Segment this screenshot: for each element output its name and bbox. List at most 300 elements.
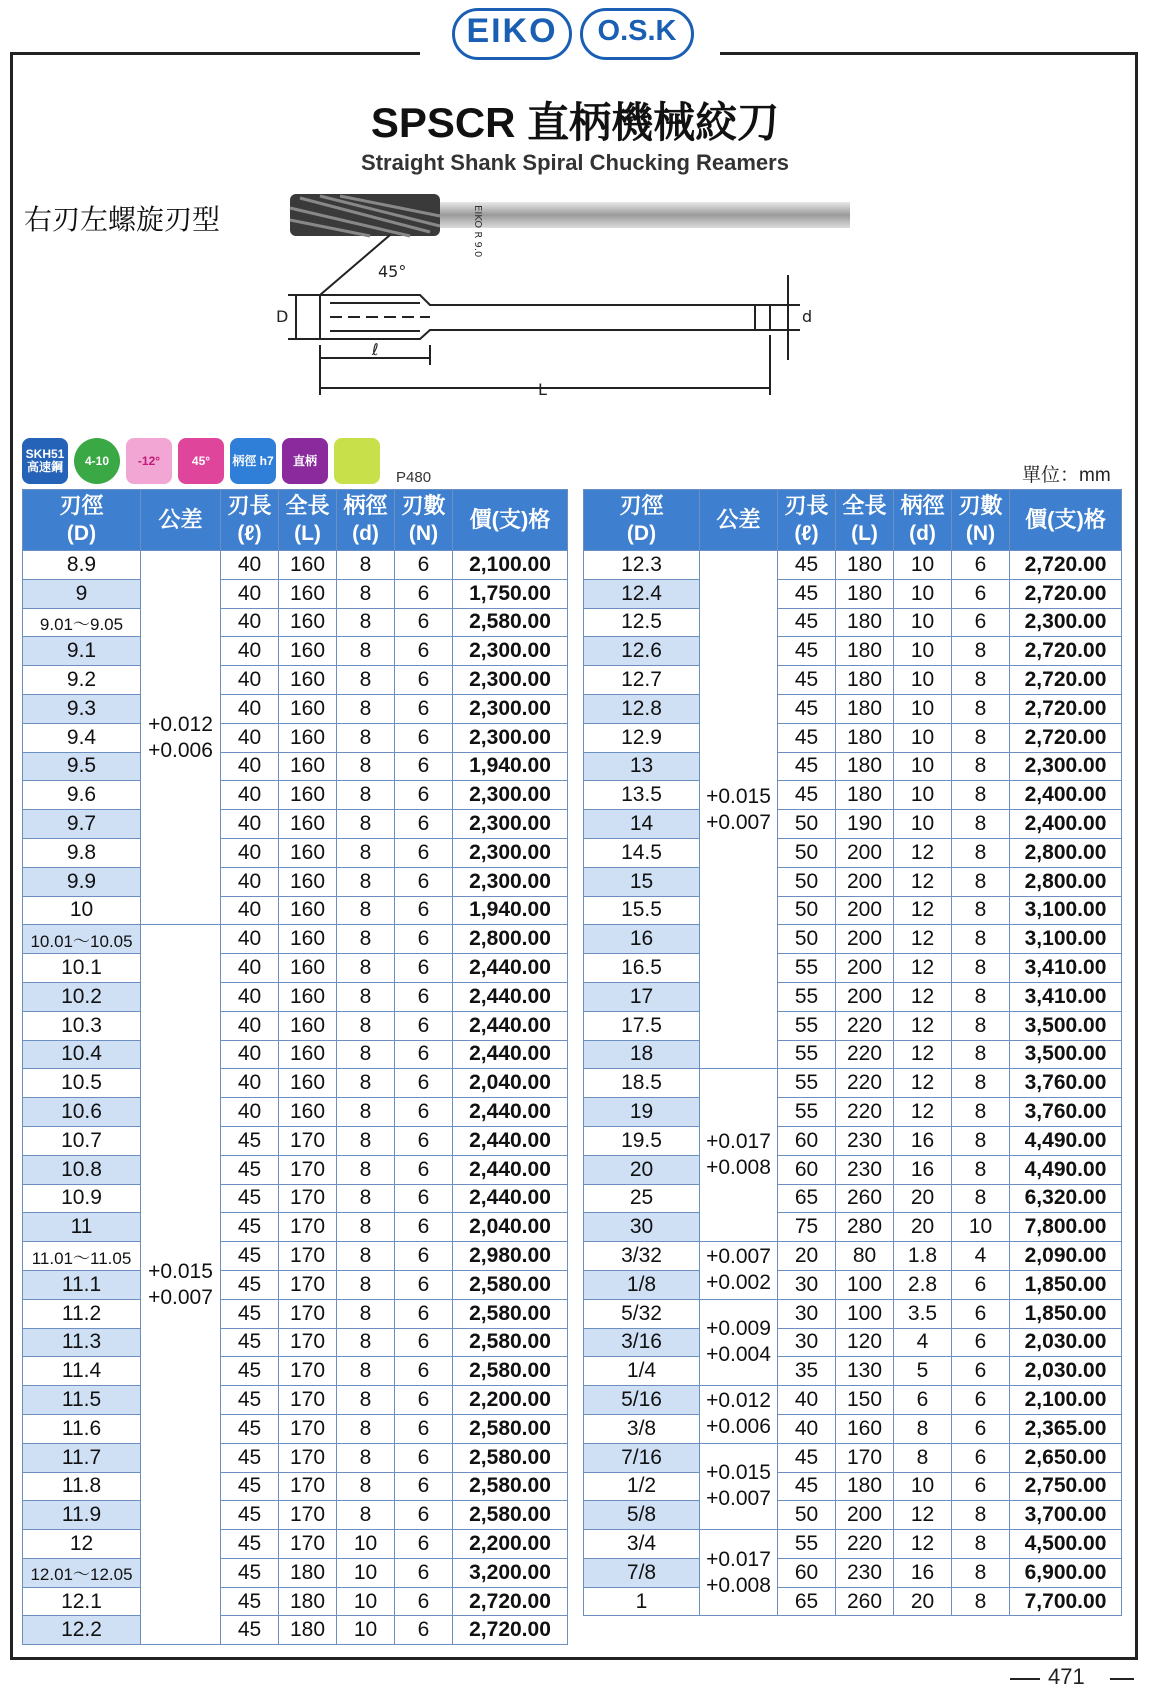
flute-count-cell: 4 — [952, 1242, 1010, 1271]
table-row — [23, 1587, 568, 1616]
flute-count-cell: 6 — [395, 925, 453, 954]
overall-length-cell: 200 — [836, 954, 894, 983]
diameter-cell: 10.6 — [23, 1098, 141, 1127]
flute-length-cell: 50 — [778, 838, 836, 867]
flute-count-cell: 6 — [395, 954, 453, 983]
overall-length-cell: 230 — [836, 1558, 894, 1587]
flute-count-cell: 6 — [395, 867, 453, 896]
flute-count-cell: 6 — [952, 1386, 1010, 1415]
overall-length-cell: 160 — [279, 982, 337, 1011]
shank-diameter-cell: 8 — [337, 666, 395, 695]
shank-diameter-cell: 10 — [337, 1587, 395, 1616]
flute-count-cell: 6 — [395, 723, 453, 752]
flute-length-cell: 40 — [221, 1098, 279, 1127]
table-row — [23, 694, 568, 723]
diameter-cell: 3/8 — [584, 1414, 700, 1443]
price-cell: 2,300.00 — [453, 781, 568, 810]
price-cell: 1,940.00 — [453, 896, 568, 925]
flute-length-cell: 20 — [778, 1242, 836, 1271]
flute-length-cell: 45 — [778, 1443, 836, 1472]
diameter-cell: 12.3 — [584, 551, 700, 580]
flute-length-cell: 50 — [778, 810, 836, 839]
page-number-rule-left — [1010, 1678, 1040, 1680]
price-cell: 2,720.00 — [453, 1616, 568, 1645]
table-row — [584, 1386, 1122, 1415]
shank-diameter-cell: 10 — [894, 810, 952, 839]
table-row — [584, 867, 1122, 896]
flute-count-cell: 6 — [952, 1270, 1010, 1299]
table-row — [23, 1414, 568, 1443]
table-row — [584, 637, 1122, 666]
photo-marking: EIKO R 9.0 — [472, 205, 483, 258]
overall-length-cell: 230 — [836, 1155, 894, 1184]
price-cell: 2,580.00 — [453, 1443, 568, 1472]
flute-count-cell: 6 — [395, 1357, 453, 1386]
flute-count-cell: 6 — [395, 1184, 453, 1213]
helix-minus12-icon: -12° — [126, 438, 172, 484]
diameter-cell: 14.5 — [584, 838, 700, 867]
shank-diameter-cell: 10 — [894, 694, 952, 723]
flute-length-cell: 60 — [778, 1558, 836, 1587]
price-cell: 2,720.00 — [1010, 666, 1122, 695]
table-row — [23, 1530, 568, 1559]
price-cell: 3,760.00 — [1010, 1098, 1122, 1127]
shank-diameter-cell: 10 — [894, 551, 952, 580]
tolerance-cell: +0.015 +0.007 — [700, 551, 778, 1069]
overall-length-cell: 170 — [836, 1443, 894, 1472]
price-cell: 4,490.00 — [1010, 1155, 1122, 1184]
table-row — [23, 1328, 568, 1357]
price-cell: 2,580.00 — [453, 608, 568, 637]
unit-label: 單位：mm — [1022, 465, 1111, 486]
diameter-cell: 15 — [584, 867, 700, 896]
shank-diameter-cell: 12 — [894, 867, 952, 896]
price-cell: 2,030.00 — [1010, 1357, 1122, 1386]
overall-length-cell: 170 — [279, 1443, 337, 1472]
flute-count-cell: 6 — [395, 896, 453, 925]
diameter-cell: 11.9 — [23, 1501, 141, 1530]
shank-diameter-cell: 8 — [894, 1414, 952, 1443]
flute-count-cell: 6 — [395, 1040, 453, 1069]
flute-count-cell: 6 — [952, 579, 1010, 608]
diameter-cell: 12.7 — [584, 666, 700, 695]
angle-label: 45° — [378, 262, 407, 281]
tolerance-cell: +0.017 +0.008 — [700, 1069, 778, 1242]
overall-length-cell: 220 — [836, 1040, 894, 1069]
table-row — [23, 896, 568, 925]
diameter-cell: 12.6 — [584, 637, 700, 666]
page-number-rule-right — [1110, 1678, 1134, 1680]
flute-count-cell: 8 — [952, 1040, 1010, 1069]
price-cell: 2,580.00 — [453, 1357, 568, 1386]
column-header — [952, 490, 1010, 551]
price-cell: 2,720.00 — [1010, 579, 1122, 608]
shank-diameter-cell: 12 — [894, 1040, 952, 1069]
shank-diameter-cell: 8 — [337, 694, 395, 723]
table-row — [584, 1011, 1122, 1040]
table-row — [584, 1328, 1122, 1357]
price-cell: 2,300.00 — [453, 723, 568, 752]
table-row — [584, 608, 1122, 637]
table-row — [23, 954, 568, 983]
flute-length-cell: 40 — [778, 1414, 836, 1443]
shank-diameter-cell: 10 — [894, 608, 952, 637]
shank-diameter-cell: 16 — [894, 1155, 952, 1184]
table-row — [23, 1155, 568, 1184]
flute-length-cell: 45 — [221, 1616, 279, 1645]
flute-length-cell: 50 — [778, 925, 836, 954]
column-header-label: 刃徑 — [59, 493, 104, 518]
flute-length-cell: 55 — [778, 1098, 836, 1127]
flute-count-cell: 6 — [395, 1011, 453, 1040]
shank-diameter-cell: 8 — [337, 810, 395, 839]
price-cell: 3,760.00 — [1010, 1069, 1122, 1098]
shank-diameter-cell: 10 — [337, 1558, 395, 1587]
shank-diameter-cell: 12 — [894, 1501, 952, 1530]
tolerance-cell: +0.012 +0.006 — [700, 1386, 778, 1444]
overall-length-cell: 180 — [836, 637, 894, 666]
column-header-label: 價(支)格 — [1025, 507, 1106, 532]
diameter-cell: 16 — [584, 925, 700, 954]
overall-length-cell: 160 — [279, 1011, 337, 1040]
overall-length-cell: 280 — [836, 1213, 894, 1242]
price-cell: 6,900.00 — [1010, 1558, 1122, 1587]
flute-length-cell: 40 — [221, 579, 279, 608]
diameter-cell: 11.3 — [23, 1328, 141, 1357]
shank-diameter-cell: 8 — [337, 1501, 395, 1530]
table-row — [584, 1558, 1122, 1587]
table-row — [584, 1530, 1122, 1559]
diameter-cell: 18 — [584, 1040, 700, 1069]
column-header-label: 全長 — [842, 493, 887, 518]
flute-count-cell: 8 — [952, 1530, 1010, 1559]
price-cell: 2,300.00 — [453, 694, 568, 723]
column-header-label: 刃長 — [784, 493, 829, 518]
flute-count-cell: 8 — [952, 1184, 1010, 1213]
overall-length-cell: 170 — [279, 1299, 337, 1328]
diameter-cell: 9.4 — [23, 723, 141, 752]
flute-length-cell: 50 — [778, 896, 836, 925]
diameter-cell: 16.5 — [584, 954, 700, 983]
shank-diameter-cell: 12 — [894, 1069, 952, 1098]
flute-count-cell: 8 — [952, 1501, 1010, 1530]
overall-length-cell: 160 — [279, 810, 337, 839]
flutes-4-10-icon: 4-10 — [74, 438, 120, 484]
overall-length-cell: 130 — [836, 1357, 894, 1386]
price-cell: 2,300.00 — [453, 838, 568, 867]
diameter-cell: 17.5 — [584, 1011, 700, 1040]
flute-length-cell: 50 — [778, 1501, 836, 1530]
flute-length-cell: 55 — [778, 1040, 836, 1069]
shank-diameter-cell: 20 — [894, 1184, 952, 1213]
table-row — [23, 925, 568, 954]
flute-length-cell: 45 — [221, 1472, 279, 1501]
tolerance-cell: +0.012 +0.006 — [141, 551, 221, 925]
diameter-cell: 10 — [23, 896, 141, 925]
shank-diameter-cell: 8 — [337, 637, 395, 666]
overall-length-cell: 160 — [279, 781, 337, 810]
flute-length-cell: 50 — [778, 867, 836, 896]
overall-length-cell: 180 — [836, 781, 894, 810]
flute-count-cell: 8 — [952, 637, 1010, 666]
flute-count-cell: 8 — [952, 896, 1010, 925]
diameter-cell: 19.5 — [584, 1126, 700, 1155]
column-header-sub: (d) — [909, 522, 936, 545]
diameter-cell: 5/16 — [584, 1386, 700, 1415]
flute-length-cell: 55 — [778, 1069, 836, 1098]
overall-length-cell: 200 — [836, 1501, 894, 1530]
price-cell: 1,750.00 — [453, 579, 568, 608]
table-row — [23, 1299, 568, 1328]
price-cell: 2,200.00 — [453, 1530, 568, 1559]
tolerance-cell: +0.017 +0.008 — [700, 1530, 778, 1616]
price-cell: 2,580.00 — [453, 1299, 568, 1328]
diameter-cell: 1/8 — [584, 1270, 700, 1299]
price-cell: 2,400.00 — [1010, 810, 1122, 839]
diameter-cell: 12 — [23, 1530, 141, 1559]
overall-length-cell: 180 — [279, 1587, 337, 1616]
flute-length-cell: 45 — [221, 1530, 279, 1559]
flute-count-cell: 6 — [395, 1098, 453, 1127]
price-cell: 2,580.00 — [453, 1472, 568, 1501]
overall-length-cell: 160 — [279, 637, 337, 666]
table-row — [584, 1069, 1122, 1098]
column-header — [221, 490, 279, 551]
flute-count-cell: 6 — [395, 752, 453, 781]
shank-diameter-cell: 12 — [894, 982, 952, 1011]
flute-length-cell: 45 — [221, 1184, 279, 1213]
flute-count-cell: 6 — [952, 1328, 1010, 1357]
flute-length-cell: 45 — [778, 608, 836, 637]
overall-length-cell: 220 — [836, 1011, 894, 1040]
flute-count-cell: 8 — [952, 1558, 1010, 1587]
column-header-sub: (N) — [965, 522, 996, 545]
price-cell: 3,410.00 — [1010, 982, 1122, 1011]
flute-count-cell: 8 — [952, 838, 1010, 867]
diameter-cell: 11.4 — [23, 1357, 141, 1386]
column-header — [836, 490, 894, 551]
shank-diameter-cell: 20 — [894, 1213, 952, 1242]
tolerance-cell: +0.015 +0.007 — [700, 1443, 778, 1529]
table-row — [584, 1270, 1122, 1299]
overall-length-cell: 180 — [836, 1472, 894, 1501]
overall-length-cell: 180 — [836, 694, 894, 723]
flute-count-cell: 6 — [395, 608, 453, 637]
price-cell: 2,800.00 — [1010, 838, 1122, 867]
price-cell: 2,300.00 — [453, 666, 568, 695]
diameter-cell: 1/2 — [584, 1472, 700, 1501]
dim-l-label: ℓ — [372, 340, 379, 359]
flute-length-cell: 45 — [221, 1587, 279, 1616]
table-row — [584, 1184, 1122, 1213]
shank-diameter-cell: 8 — [337, 1098, 395, 1127]
page-number: 471 — [1048, 1664, 1085, 1689]
price-cell: 1,850.00 — [1010, 1299, 1122, 1328]
flute-count-cell: 6 — [395, 1213, 453, 1242]
flute-count-cell: 6 — [395, 1616, 453, 1645]
price-cell: 7,700.00 — [1010, 1587, 1122, 1616]
flute-count-cell: 8 — [952, 925, 1010, 954]
flute-count-cell: 8 — [952, 867, 1010, 896]
price-table-left — [22, 489, 568, 1645]
overall-length-cell: 200 — [836, 838, 894, 867]
shank-diameter-cell: 8 — [337, 1299, 395, 1328]
price-cell: 2,440.00 — [453, 1155, 568, 1184]
cutting-type-label: 右刃左螺旋刃型 — [24, 204, 221, 235]
overall-length-cell: 190 — [836, 810, 894, 839]
column-header — [279, 490, 337, 551]
diameter-cell: 30 — [584, 1213, 700, 1242]
price-cell: 3,500.00 — [1010, 1040, 1122, 1069]
table-row — [23, 1242, 568, 1271]
overall-length-cell: 180 — [836, 666, 894, 695]
price-cell: 2,300.00 — [453, 867, 568, 896]
flute-count-cell: 8 — [952, 694, 1010, 723]
table-row — [584, 1098, 1122, 1127]
coolant-icon — [334, 438, 380, 484]
flute-length-cell: 45 — [221, 1299, 279, 1328]
diameter-cell: 5/32 — [584, 1299, 700, 1328]
diameter-cell: 10.8 — [23, 1155, 141, 1184]
diameter-cell: 10.7 — [23, 1126, 141, 1155]
shank-diameter-cell: 8 — [894, 1443, 952, 1472]
overall-length-cell: 170 — [279, 1270, 337, 1299]
flute-length-cell: 45 — [778, 666, 836, 695]
shank-diameter-cell: 8 — [337, 1242, 395, 1271]
price-cell: 2,200.00 — [453, 1386, 568, 1415]
flute-count-cell: 8 — [952, 752, 1010, 781]
shank-diameter-cell: 10 — [894, 723, 952, 752]
column-header-sub: (D) — [626, 522, 657, 545]
flute-count-cell: 6 — [395, 1558, 453, 1587]
overall-length-cell: 160 — [279, 723, 337, 752]
column-header-label: 刃數 — [958, 493, 1003, 518]
overall-length-cell: 160 — [279, 954, 337, 983]
diameter-cell: 3/32 — [584, 1242, 700, 1271]
table-row — [23, 1098, 568, 1127]
overall-length-cell: 260 — [836, 1184, 894, 1213]
column-header-label: 公差 — [716, 507, 761, 532]
shank-diameter-cell: 8 — [337, 1443, 395, 1472]
price-cell: 2,300.00 — [1010, 752, 1122, 781]
flute-length-cell: 45 — [778, 723, 836, 752]
column-header-label: 柄徑 — [343, 493, 388, 518]
price-cell: 2,980.00 — [453, 1242, 568, 1271]
overall-length-cell: 200 — [836, 867, 894, 896]
flute-count-cell: 6 — [395, 1414, 453, 1443]
table-row — [584, 1126, 1122, 1155]
overall-length-cell: 170 — [279, 1530, 337, 1559]
overall-length-cell: 120 — [836, 1328, 894, 1357]
shank-diameter-cell: 8 — [337, 954, 395, 983]
overall-length-cell: 220 — [836, 1530, 894, 1559]
diameter-cell: 11 — [23, 1213, 141, 1242]
overall-length-cell: 160 — [279, 1098, 337, 1127]
flute-count-cell: 6 — [952, 608, 1010, 637]
flute-count-cell: 6 — [952, 1443, 1010, 1472]
shank-diameter-cell: 16 — [894, 1558, 952, 1587]
flute-length-cell: 40 — [221, 1069, 279, 1098]
column-header-sub: (L) — [294, 522, 321, 545]
table-row — [23, 781, 568, 810]
diameter-cell: 10.3 — [23, 1011, 141, 1040]
shank-diameter-cell: 8 — [337, 752, 395, 781]
table-row — [584, 1213, 1122, 1242]
shank-diameter-cell: 10 — [894, 781, 952, 810]
overall-length-cell: 160 — [279, 608, 337, 637]
diameter-cell: 10.01～10.05 — [23, 925, 141, 954]
overall-length-cell: 170 — [279, 1328, 337, 1357]
shank-diameter-cell: 8 — [337, 1270, 395, 1299]
price-cell: 2,100.00 — [1010, 1386, 1122, 1415]
reamer-photo — [290, 190, 860, 258]
diameter-cell: 13 — [584, 752, 700, 781]
diameter-cell: 11.7 — [23, 1443, 141, 1472]
price-cell: 2,580.00 — [453, 1414, 568, 1443]
tolerance-cell: +0.015 +0.007 — [141, 925, 221, 1645]
price-cell: 2,300.00 — [1010, 608, 1122, 637]
overall-length-cell: 160 — [279, 551, 337, 580]
overall-length-cell: 150 — [836, 1386, 894, 1415]
shank-diameter-cell: 6 — [894, 1386, 952, 1415]
flute-length-cell: 40 — [221, 666, 279, 695]
flute-length-cell: 60 — [778, 1155, 836, 1184]
diameter-cell: 12.9 — [584, 723, 700, 752]
flute-count-cell: 6 — [395, 1126, 453, 1155]
flute-length-cell: 40 — [221, 551, 279, 580]
shank-diameter-cell: 8 — [337, 1126, 395, 1155]
flute-length-cell: 45 — [221, 1414, 279, 1443]
diameter-cell: 25 — [584, 1184, 700, 1213]
diameter-cell: 7/8 — [584, 1558, 700, 1587]
flute-count-cell: 6 — [395, 838, 453, 867]
shank-diameter-cell: 8 — [337, 1357, 395, 1386]
diameter-cell: 13.5 — [584, 781, 700, 810]
flute-length-cell: 45 — [221, 1558, 279, 1587]
overall-length-cell: 180 — [836, 551, 894, 580]
osk-logo: O.S.K — [580, 8, 694, 60]
flute-count-cell: 6 — [395, 1443, 453, 1472]
table-row — [23, 838, 568, 867]
diameter-cell: 9.2 — [23, 666, 141, 695]
flute-length-cell: 40 — [221, 925, 279, 954]
overall-length-cell: 180 — [279, 1558, 337, 1587]
table-row — [23, 1386, 568, 1415]
price-cell: 2,750.00 — [1010, 1472, 1122, 1501]
overall-length-cell: 170 — [279, 1414, 337, 1443]
column-header-sub: (ℓ) — [237, 522, 262, 545]
header-row — [23, 490, 568, 551]
flute-length-cell: 65 — [778, 1184, 836, 1213]
flute-count-cell: 6 — [952, 551, 1010, 580]
flute-count-cell: 6 — [952, 1357, 1010, 1386]
flute-count-cell: 6 — [395, 1069, 453, 1098]
shank-diameter-cell: 8 — [337, 551, 395, 580]
flute-length-cell: 45 — [778, 579, 836, 608]
column-header — [1010, 490, 1122, 551]
overall-length-cell: 180 — [836, 752, 894, 781]
table-row — [23, 1501, 568, 1530]
table-row — [23, 1443, 568, 1472]
diameter-cell: 11.01～11.05 — [23, 1242, 141, 1271]
diameter-cell: 15.5 — [584, 896, 700, 925]
shank-diameter-cell: 12 — [894, 896, 952, 925]
column-header-sub: (L) — [851, 522, 878, 545]
flute-count-cell: 6 — [395, 579, 453, 608]
diameter-cell: 10.4 — [23, 1040, 141, 1069]
price-cell: 2,090.00 — [1010, 1242, 1122, 1271]
shank-diameter-cell: 3.5 — [894, 1299, 952, 1328]
